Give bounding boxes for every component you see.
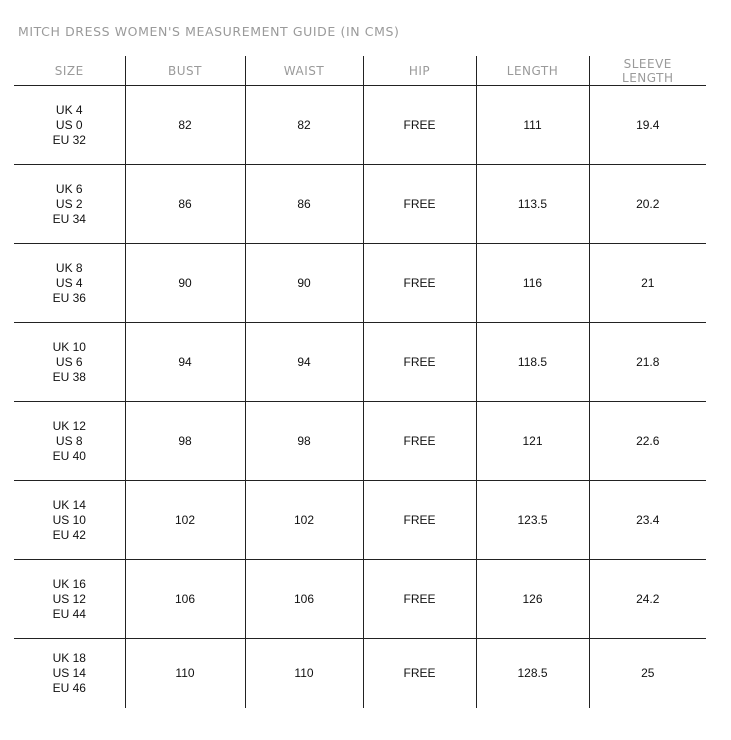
size-uk: UK 12 — [52, 418, 86, 433]
table-row — [14, 402, 706, 481]
size-uk: UK 16 — [52, 576, 86, 591]
header-hip: HIP — [363, 56, 476, 86]
sleeve-cell: 20.2 — [589, 165, 706, 244]
bust-cell: 82 — [125, 86, 245, 165]
sleeve-cell: 25 — [589, 639, 706, 709]
header-bust: BUST — [125, 56, 245, 86]
table-row — [14, 165, 706, 244]
size-cell — [14, 639, 125, 709]
waist-cell: 98 — [245, 402, 363, 481]
size-cell — [14, 323, 125, 402]
header-row — [14, 56, 706, 86]
length-cell: 126 — [476, 560, 589, 639]
length-cell: 121 — [476, 402, 589, 481]
size-us: US 12 — [52, 591, 86, 606]
size-us: US 8 — [55, 433, 83, 448]
size-us: US 2 — [55, 196, 83, 211]
header-waist: WAIST — [245, 56, 363, 86]
bust-cell: 98 — [125, 402, 245, 481]
size-eu: EU 32 — [52, 132, 86, 147]
table-body — [14, 86, 706, 709]
hip-cell: FREE — [363, 560, 476, 639]
size-us: US 0 — [55, 117, 83, 132]
size-eu: EU 44 — [52, 606, 86, 621]
size-eu: EU 46 — [52, 681, 86, 695]
table-row — [14, 481, 706, 560]
table-header — [14, 56, 706, 86]
sleeve-cell: 24.2 — [589, 560, 706, 639]
size-eu: EU 38 — [52, 369, 86, 384]
size-eu: EU 36 — [52, 290, 86, 305]
size-uk: UK 14 — [52, 497, 86, 512]
sleeve-cell: 21 — [589, 244, 706, 323]
size-cell — [14, 165, 125, 244]
size-eu: EU 40 — [52, 448, 86, 463]
page-title: MITCH DRESS WOMEN'S MEASUREMENT GUIDE (IN CMS) — [18, 24, 400, 39]
length-cell: 111 — [476, 86, 589, 165]
size-us: US 4 — [55, 275, 83, 290]
length-cell: 128.5 — [476, 639, 589, 709]
length-cell: 118.5 — [476, 323, 589, 402]
hip-cell: FREE — [363, 165, 476, 244]
bust-cell: 110 — [125, 639, 245, 709]
header-sleeve-line1: SLEEVE — [623, 56, 672, 71]
size-us: US 14 — [52, 666, 86, 680]
size-uk: UK 18 — [52, 651, 86, 665]
size-uk: UK 8 — [55, 260, 83, 275]
size-uk: UK 10 — [52, 339, 86, 354]
hip-cell: FREE — [363, 323, 476, 402]
size-us: US 6 — [55, 354, 83, 369]
size-cell — [14, 244, 125, 323]
length-cell: 123.5 — [476, 481, 589, 560]
table-row — [14, 639, 706, 709]
header-sleeve-length — [589, 56, 706, 86]
size-uk: UK 6 — [55, 181, 83, 196]
sleeve-cell: 21.8 — [589, 323, 706, 402]
bust-cell: 102 — [125, 481, 245, 560]
size-cell — [14, 481, 125, 560]
size-eu: EU 42 — [52, 527, 86, 542]
header-sleeve-line2: LENGTH — [622, 70, 674, 85]
size-uk: UK 4 — [55, 102, 83, 117]
waist-cell: 82 — [245, 86, 363, 165]
hip-cell: FREE — [363, 639, 476, 709]
bust-cell: 86 — [125, 165, 245, 244]
waist-cell: 86 — [245, 165, 363, 244]
length-cell: 116 — [476, 244, 589, 323]
hip-cell: FREE — [363, 402, 476, 481]
hip-cell: FREE — [363, 481, 476, 560]
header-length: LENGTH — [476, 56, 589, 86]
waist-cell: 106 — [245, 560, 363, 639]
table-row — [14, 323, 706, 402]
table-row — [14, 560, 706, 639]
sleeve-cell: 19.4 — [589, 86, 706, 165]
table-row — [14, 244, 706, 323]
waist-cell: 94 — [245, 323, 363, 402]
size-eu: EU 34 — [52, 211, 86, 226]
sleeve-cell: 22.6 — [589, 402, 706, 481]
bust-cell: 106 — [125, 560, 245, 639]
waist-cell: 90 — [245, 244, 363, 323]
size-us: US 10 — [52, 512, 86, 527]
waist-cell: 110 — [245, 639, 363, 709]
waist-cell: 102 — [245, 481, 363, 560]
hip-cell: FREE — [363, 86, 476, 165]
size-cell — [14, 560, 125, 639]
hip-cell: FREE — [363, 244, 476, 323]
size-cell — [14, 86, 125, 165]
bust-cell: 94 — [125, 323, 245, 402]
sleeve-cell: 23.4 — [589, 481, 706, 560]
measurement-table — [14, 56, 706, 708]
bust-cell: 90 — [125, 244, 245, 323]
header-size: SIZE — [14, 56, 125, 86]
length-cell: 113.5 — [476, 165, 589, 244]
size-cell — [14, 402, 125, 481]
table-row — [14, 86, 706, 165]
